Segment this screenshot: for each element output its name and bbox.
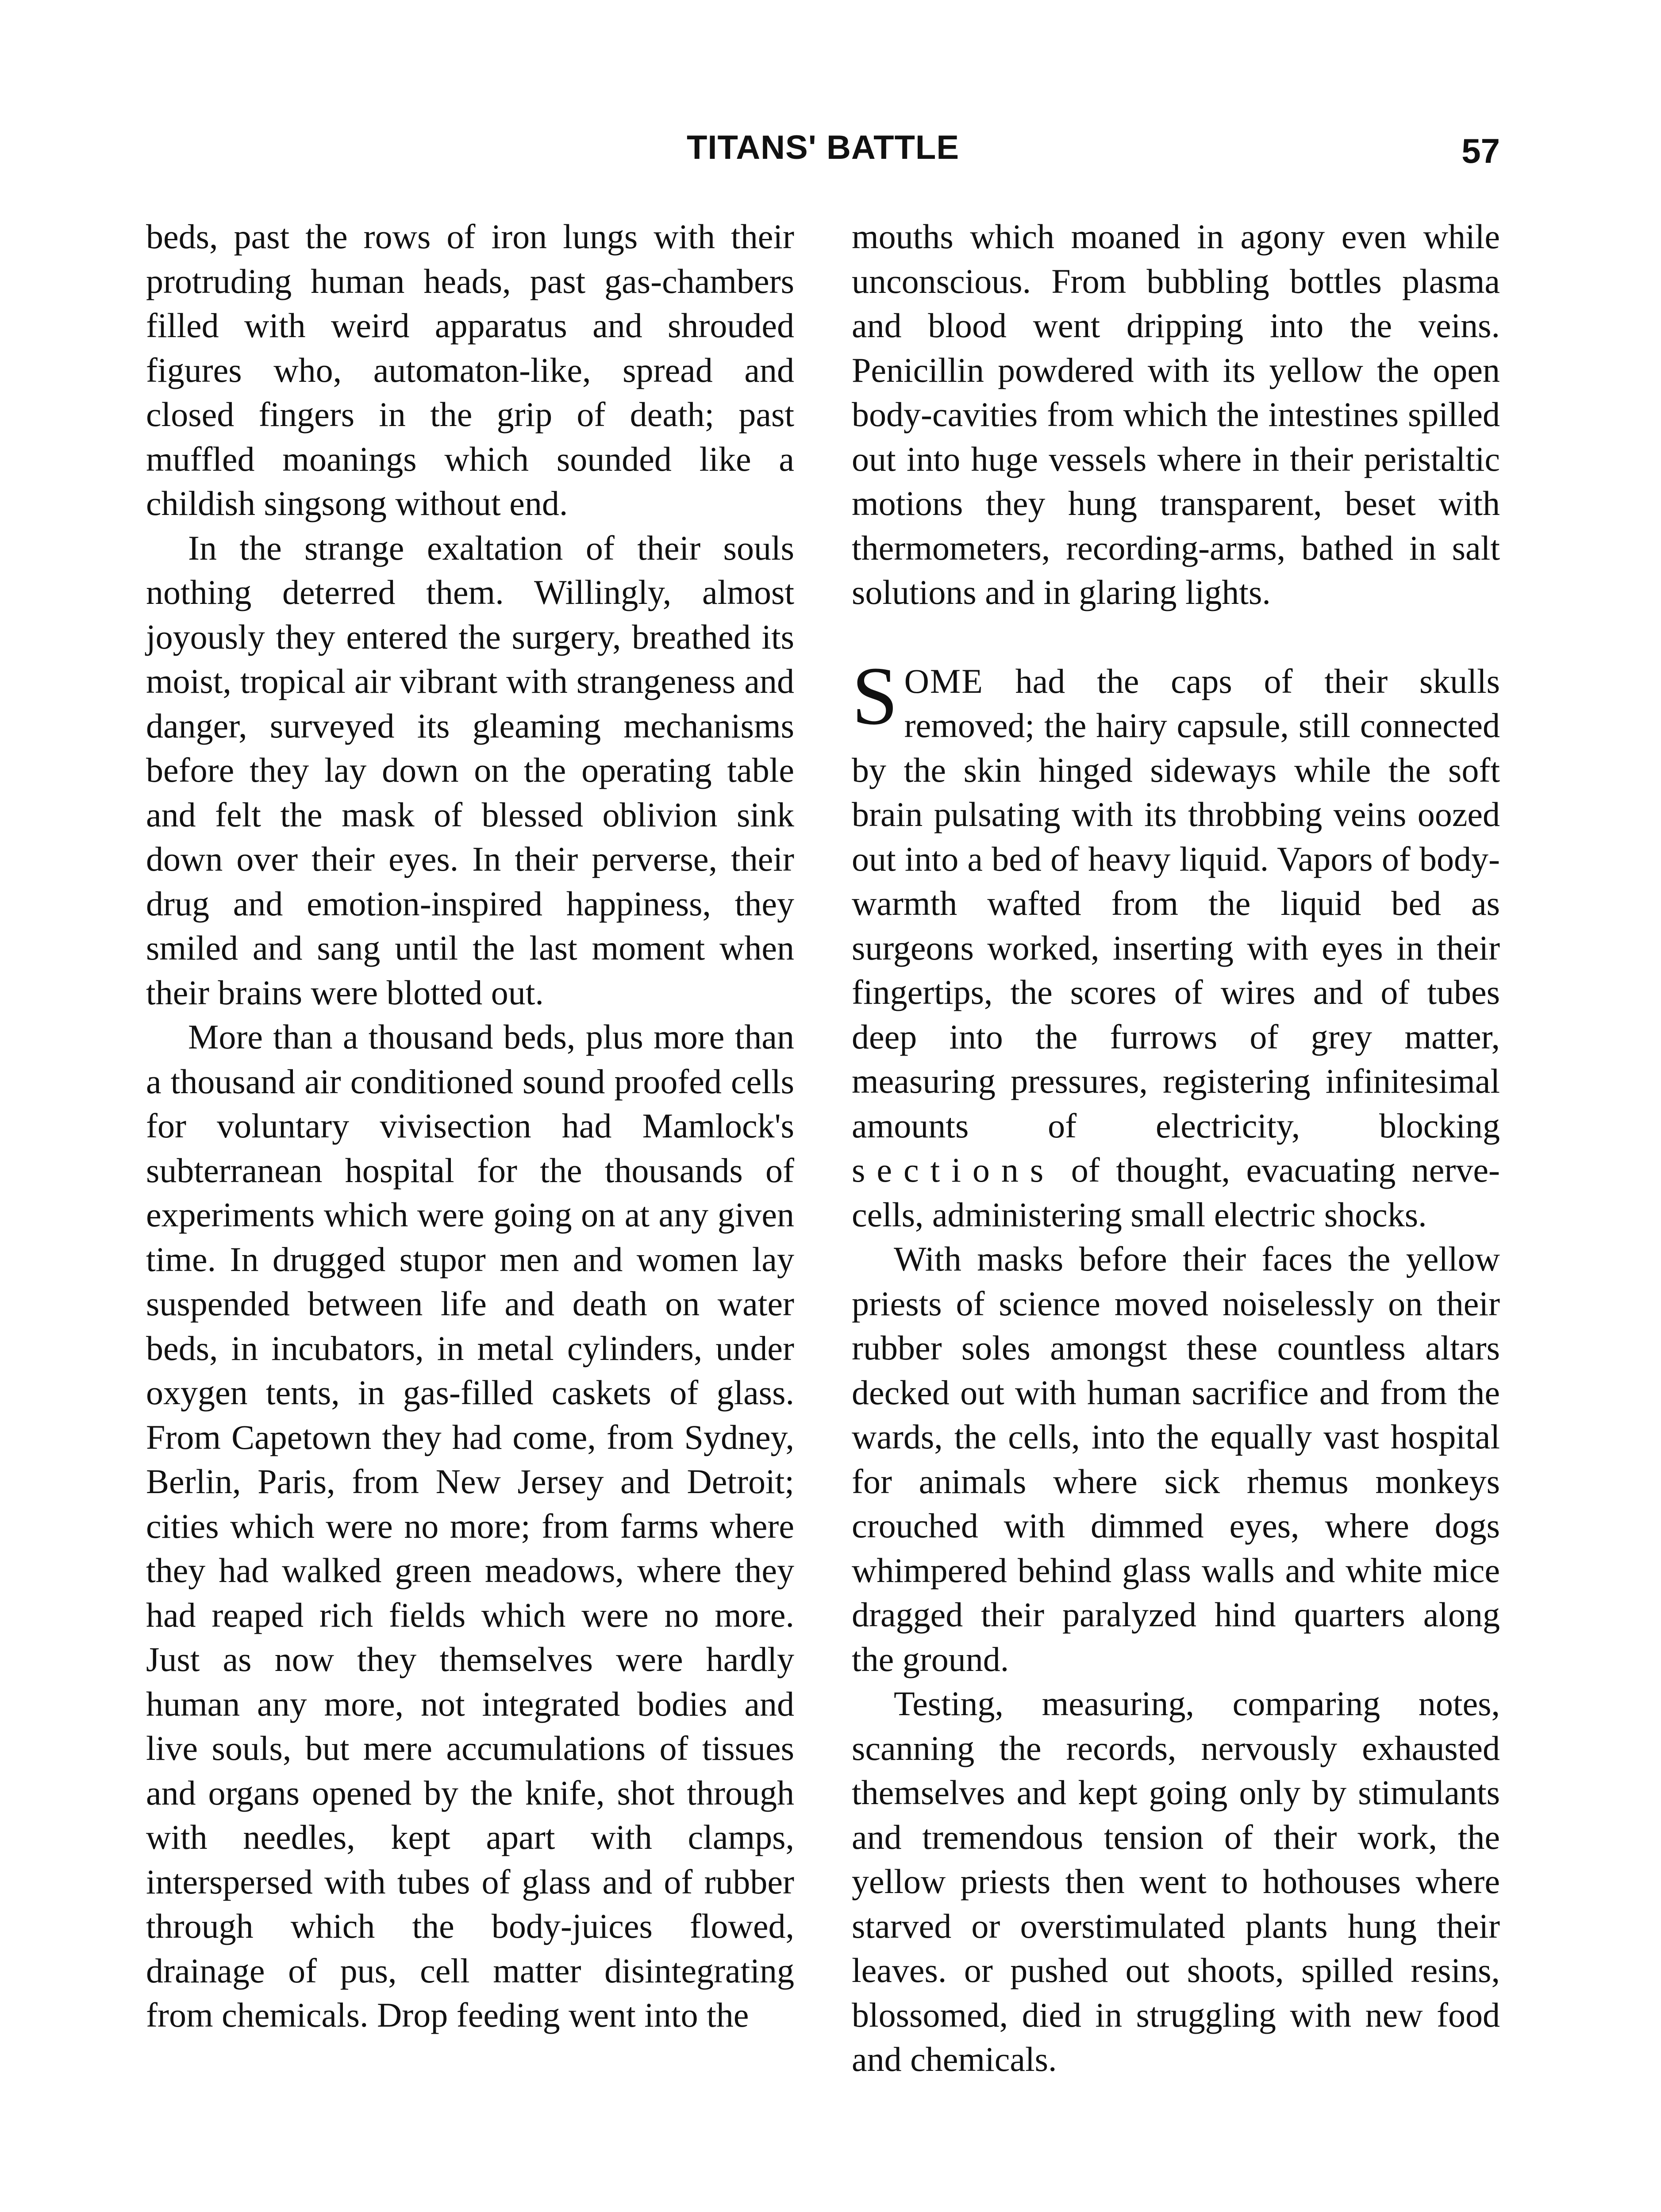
paragraph: Testing, measuring, comparing notes, scanning the records, nervously exhausted themselves and kept going only by stimulants and tremendous tension of their work, the yellow priests then went to hothouses where starved or overstimulated plants hung their leaves. or pushed out shoots, spilled resins, blossomed, died in struggling with new food and chemicals. [852,1684,1500,2078]
page-header [146,128,1500,177]
small-caps-lead: OME [904,661,984,700]
paragraph: More than a thousand beds, plus more than a thousand air conditioned sound proofed cells for voluntary vivisection had Mamlock's subterranean hospital for the thousands of experiments which were going on at any given time. In drugged stupor men and women lay suspended between life and death on water beds, in incubators, in metal cylinders, under oxygen tents, in gas-filled caskets of glass. From Capetown they had come, from Sydney, Berlin, Paris, from New Jersey and Detroit; cities which were no more; from farms where they had walked green meadows, where they had reaped rich fields which were no more. Just as now they themselves were hardly human any more, not integrated bodies and live souls, but mere accumulations of tissues and organs opened by the knife, shot through with needles, kept apart with clamps, interspersed with tubes of glass and of rubber through which the body-juices flowed, drainage of pus, cell matter disintegrating from chemicals. Drop feeding went into the [146,1018,794,2034]
paragraph: In the strange exaltation of their souls nothing deterred them. Willingly, almost joyously they entered the surgery, breathed its moist, tropical air vibrant with strangeness and danger, surveyed its gleaming mechanisms before they lay down on the operating table and felt the mask of blessed oblivion sink down over their eyes. In their perverse, their drug and emotion-inspired happiness, they smiled and sang until the last moment when their brains were blotted out. [146,528,794,1012]
paragraph: mouths which moaned in agony even while unconscious. From bubbling bottles plasma and blood went dripping into the veins. Penicillin powdered with its yellow the open body-cavities from which the intestines spilled out into huge vessels where in their peristaltic motions they hung transparent, beset with thermometers, recording-arms, bathed in salt solutions and in glaring lights. [852,217,1500,611]
left-column [146,215,794,2038]
paragraph-text: of thought, evacuating nerve-cells, administering small electric shocks. [852,1151,1500,1234]
running-title: TITANS' BATTLE [686,129,960,166]
paragraph: With masks before their faces the yellow priests of science moved noiselessly on their rubber soles amongst these countless altars decked out with human sacrifice and from the wards, the cells, into the equally vast hospital for animals where sick rhemus monkeys crouched with dimmed eyes, where dogs whimpered behind glass walls and white mice dragged their paralyzed hind quarters along the ground. [852,1240,1500,1678]
right-column [852,215,1500,2082]
paragraph: beds, past the rows of iron lungs with their protruding human heads, past gas-chambers filled with weird apparatus and shrouded figures who, automaton-like, spread and closed fingers in the grip of death; past muffled moanings which sounded like a childish singsong without end. [146,217,794,522]
paragraph-text: had the caps of their skulls removed; the hairy capsule, still connected by the skin hinged sideways while the soft brain pulsating with its throbbing veins oozed out into a bed of heavy liquid. Vapors of body-warmth wafted from the liquid bed as surgeons worked, inserting with eyes in their fingertips, the scores of wires and of tubes deep into the furrows of grey matter, measuring pressures, registering infinitesimal amounts of electricity, blocking [852,661,1500,1145]
page-number: 57 [1461,131,1500,170]
letterspaced-word: sections [852,1151,1055,1189]
section-opening-paragraph [852,649,1500,1237]
drop-cap: S [852,649,898,742]
